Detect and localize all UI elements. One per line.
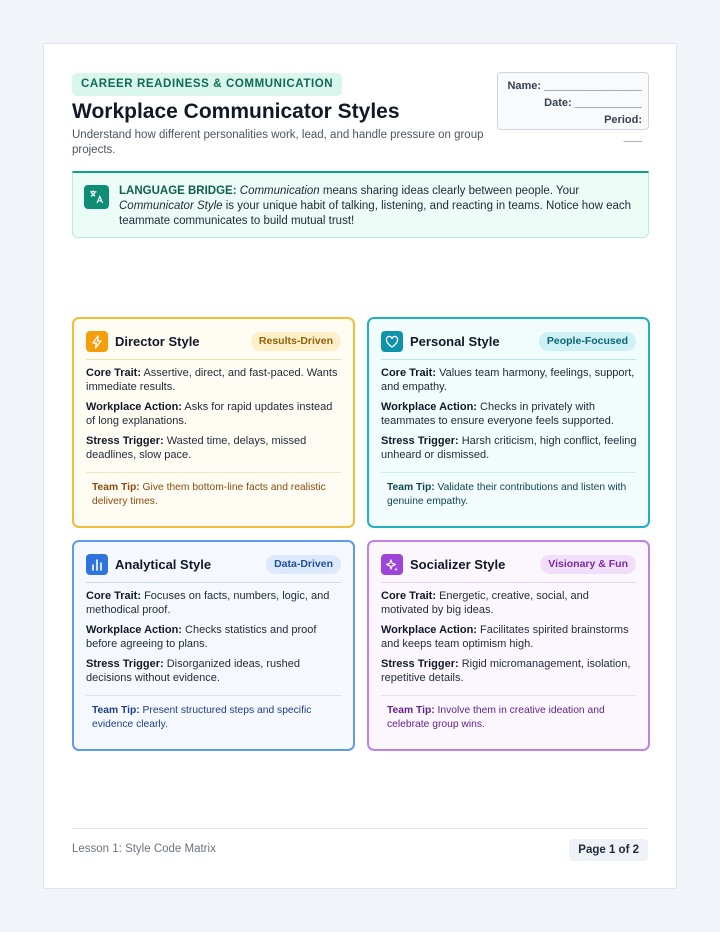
footer-divider bbox=[72, 828, 648, 829]
field-label: Team Tip: bbox=[92, 482, 140, 493]
card-title: Analytical Style bbox=[115, 557, 212, 572]
team-tip bbox=[86, 695, 341, 735]
team-tip bbox=[381, 695, 636, 735]
student-info-box bbox=[497, 72, 649, 143]
field-text: Assertive, direct, and fast-paced. Wants immediate results. bbox=[86, 367, 338, 393]
core-trait bbox=[381, 366, 637, 394]
analytical-style-card bbox=[72, 540, 355, 751]
core-trait bbox=[86, 366, 342, 394]
field-text: Focuses on facts, numbers, logic, and methodical proof. bbox=[86, 590, 330, 616]
stress-trigger bbox=[381, 657, 637, 685]
field-text: Checks statistics and proof before agreeing to plans. bbox=[86, 624, 317, 650]
bridge-text-1: means sharing ideas clearly between people. Your bbox=[319, 185, 580, 197]
heart-icon bbox=[381, 331, 403, 352]
field-label: Stress Trigger: bbox=[86, 658, 164, 670]
workplace-action bbox=[86, 623, 342, 651]
field-label: Stress Trigger: bbox=[86, 435, 164, 447]
field-label: Core Trait: bbox=[86, 367, 142, 379]
field-label: Core Trait: bbox=[381, 590, 437, 602]
term-communicator-style: Communicator Style bbox=[119, 200, 223, 212]
field-text: Wasted time, delays, missed deadlines, slow pace. bbox=[86, 435, 307, 461]
field-text: Harsh criticism, high conflict, feeling unheard or dismissed. bbox=[381, 435, 637, 461]
section-tag: CAREER READINESS & COMMUNICATION bbox=[72, 73, 342, 96]
name-line: Name: ________________ bbox=[507, 80, 642, 92]
field-text: Energetic, creative, social, and motivated by big ideas. bbox=[381, 590, 589, 616]
bar-chart-icon bbox=[86, 554, 108, 575]
card-title: Director Style bbox=[115, 334, 200, 349]
socializer-style-card bbox=[367, 540, 650, 751]
bridge-text-2: is your unique habit of talking, listening, and reacting in teams. Notice how each teammate communicates to build mutual trust! bbox=[119, 200, 632, 227]
field-label: Core Trait: bbox=[86, 590, 142, 602]
workplace-action bbox=[86, 400, 342, 428]
field-text: Disorganized ideas, rushed decisions without evidence. bbox=[86, 658, 300, 684]
page-indicator: Page 1 of 2 bbox=[569, 839, 648, 861]
workplace-action bbox=[381, 400, 637, 428]
card-badge: Results-Driven bbox=[251, 332, 341, 351]
field-label: Workplace Action: bbox=[86, 624, 182, 636]
team-tip bbox=[381, 472, 636, 512]
translate-icon bbox=[84, 185, 109, 209]
field-label: Stress Trigger: bbox=[381, 658, 459, 670]
field-label: Workplace Action: bbox=[86, 401, 182, 413]
stress-trigger bbox=[381, 434, 637, 462]
field-label: Workplace Action: bbox=[381, 401, 477, 413]
divider bbox=[86, 359, 341, 360]
field-label: Team Tip: bbox=[387, 705, 435, 716]
language-bridge-text bbox=[119, 184, 639, 229]
term-communication: Communication bbox=[239, 185, 320, 197]
team-tip bbox=[86, 472, 341, 512]
page-subtitle: Understand how different personalities work, lead, and handle pressure on group projects. bbox=[72, 129, 484, 156]
field-label: Workplace Action: bbox=[381, 624, 477, 636]
date-period-line: Date: ___________ Period: bbox=[544, 97, 642, 126]
field-text: Give them bottom-line facts and realistic delivery times. bbox=[92, 482, 326, 507]
lesson-label: Lesson 1: Style Code Matrix bbox=[72, 843, 216, 855]
language-bridge-label: LANGUAGE BRIDGE: bbox=[119, 185, 237, 197]
lightning-icon bbox=[86, 331, 108, 352]
period-blank: ___ bbox=[623, 131, 642, 143]
field-text: Checks in privately with teammates to ensure everyone feels supported. bbox=[381, 401, 614, 427]
personal-style-card bbox=[367, 317, 650, 528]
director-style-card bbox=[72, 317, 355, 528]
field-text: Validate their contributions and listen with genuine empathy. bbox=[387, 482, 627, 507]
field-label: Team Tip: bbox=[387, 482, 435, 493]
worksheet-page bbox=[43, 43, 677, 889]
divider bbox=[86, 582, 341, 583]
card-title: Personal Style bbox=[410, 334, 500, 349]
divider bbox=[381, 582, 636, 583]
field-label: Core Trait: bbox=[381, 367, 437, 379]
field-text: Involve them in creative ideation and celebrate group wins. bbox=[387, 705, 605, 730]
sparkles-icon bbox=[381, 554, 403, 575]
stress-trigger bbox=[86, 434, 342, 462]
field-text: Values team harmony, feelings, support, and empathy. bbox=[381, 367, 635, 393]
core-trait bbox=[86, 589, 342, 617]
core-trait bbox=[381, 589, 637, 617]
card-title: Socializer Style bbox=[410, 557, 506, 572]
field-label: Stress Trigger: bbox=[381, 435, 459, 447]
field-label: Team Tip: bbox=[92, 705, 140, 716]
field-text: Asks for rapid updates instead of long explanations. bbox=[86, 401, 333, 427]
field-text: Rigid micromanagement, isolation, repetitive details. bbox=[381, 658, 631, 684]
divider bbox=[381, 359, 636, 360]
workplace-action bbox=[381, 623, 637, 651]
card-badge: Visionary & Fun bbox=[540, 555, 636, 574]
page-title: Workplace Communicator Styles bbox=[72, 100, 400, 123]
field-text: Facilitates spirited brainstorms and keeps team optimism high. bbox=[381, 624, 629, 650]
stress-trigger bbox=[86, 657, 342, 685]
language-bridge-callout bbox=[72, 171, 649, 238]
card-badge: Data-Driven bbox=[266, 555, 341, 574]
card-badge: People-Focused bbox=[539, 332, 636, 351]
field-text: Present structured steps and specific evidence clearly. bbox=[92, 705, 312, 730]
